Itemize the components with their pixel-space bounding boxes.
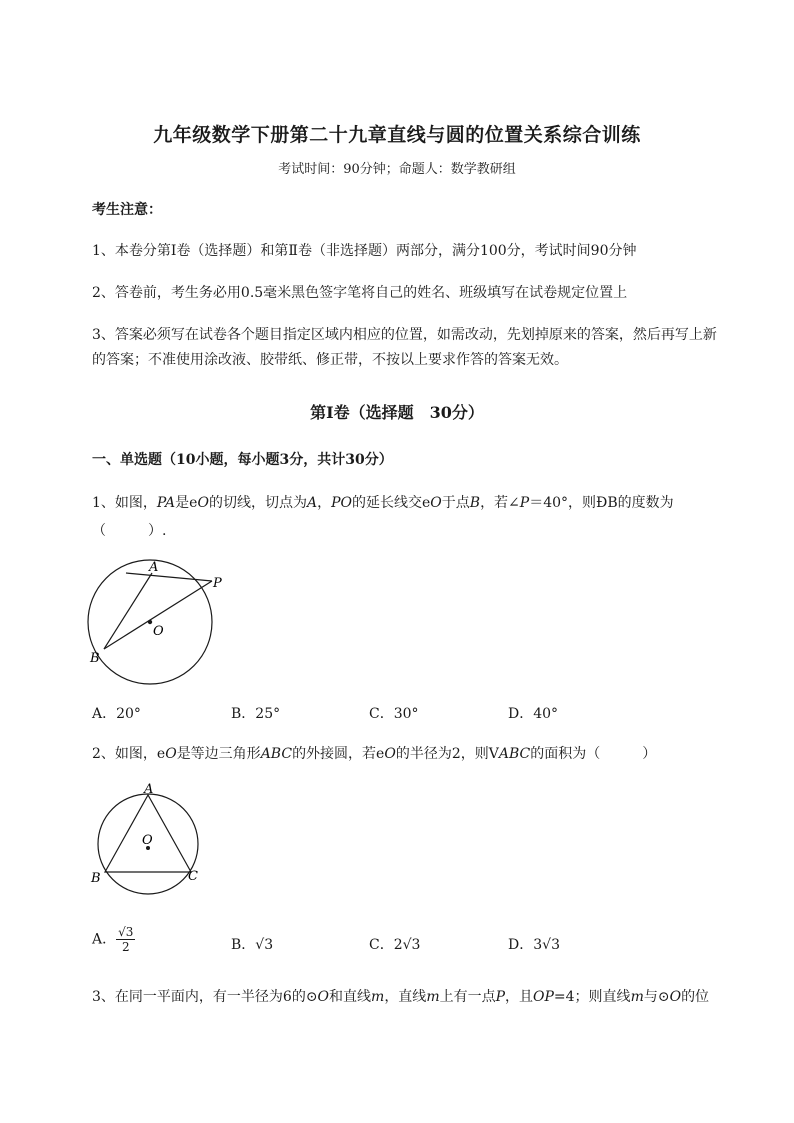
notice-item-3-cont: 的答案；不准使用涂改液、胶带纸、修正带，不按以上要求作答的答案无效。 xyxy=(92,352,568,368)
notice-item-2: 2、答卷前，考生务必用0.5毫米黑色签字笔将自己的姓名、班级填写在试卷规定位置上 xyxy=(92,285,628,301)
q1-option-d[interactable]: D．40° xyxy=(508,706,559,722)
q1-label-o: O xyxy=(153,624,164,639)
q2-option-a[interactable]: A． $\frac{√3}{2}$ xyxy=(92,925,134,954)
q1-option-b[interactable]: B．25° xyxy=(231,706,281,722)
q2-label-b: B xyxy=(91,871,101,886)
q1-label-p: P xyxy=(213,576,222,591)
q1-tangent-line xyxy=(126,573,212,581)
q2-label-o: O xyxy=(142,833,153,848)
page-title: 九年级数学下册第二十九章直线与圆的位置关系综合训练 xyxy=(153,124,641,146)
q1-label-a: A xyxy=(149,560,159,575)
q1-option-a[interactable]: A．20° xyxy=(92,706,141,722)
notice-item-1: 1、本卷分第I卷（选择题）和第Ⅱ卷（非选择题）两部分，满分100分，考试时间90分钟 xyxy=(92,243,637,259)
q1-label-b: B xyxy=(90,651,100,666)
q1-stem-cont: （ ）. xyxy=(92,523,167,539)
q3-stem: 3、在同一平面内，有一半径为6的⊙O和直线m，直线m上有一点P，且OP=4；则直线m与⊙O的位 xyxy=(92,989,710,1005)
q2-option-a-fraction: $\frac{√3}{2}$ xyxy=(118,925,134,954)
q1-chord-ab xyxy=(104,573,152,649)
q2-label-a: A xyxy=(144,782,154,797)
q2-figure xyxy=(88,782,218,896)
q2-option-c[interactable]: C．2√3 xyxy=(369,937,421,953)
section-title: 第I卷（选择题 30分） xyxy=(310,403,484,422)
q2-label-c: C xyxy=(188,869,198,884)
q1-stem: 1、如图，PA是eO的切线，切点为A，PO的延长线交eO于点B，若∠P＝40°，则ÐB的度数为 xyxy=(92,495,674,511)
q1-option-c[interactable]: C．30° xyxy=(369,706,419,722)
q1-figure xyxy=(84,556,234,676)
q2-option-d[interactable]: D．3√3 xyxy=(508,937,560,953)
q1-center-dot xyxy=(148,620,152,624)
part-heading: 一、单选题（10小题，每小题3分，共计30分） xyxy=(92,452,393,468)
notice-heading: 考生注意： xyxy=(92,202,162,218)
q2-stem: 2、如图，eO是等边三角形ABC的外接圆，若eO的半径为2，则VABC的面积为（ ） xyxy=(92,746,657,762)
q2-option-b[interactable]: B．√3 xyxy=(231,937,274,953)
exam-subtitle: 考试时间：90分钟；命题人：数学教研组 xyxy=(278,162,516,177)
notice-item-3: 3、答案必须写在试卷各个题目指定区域内相应的位置，如需改动，先划掉原来的答案，然后再写上新 xyxy=(92,327,717,343)
